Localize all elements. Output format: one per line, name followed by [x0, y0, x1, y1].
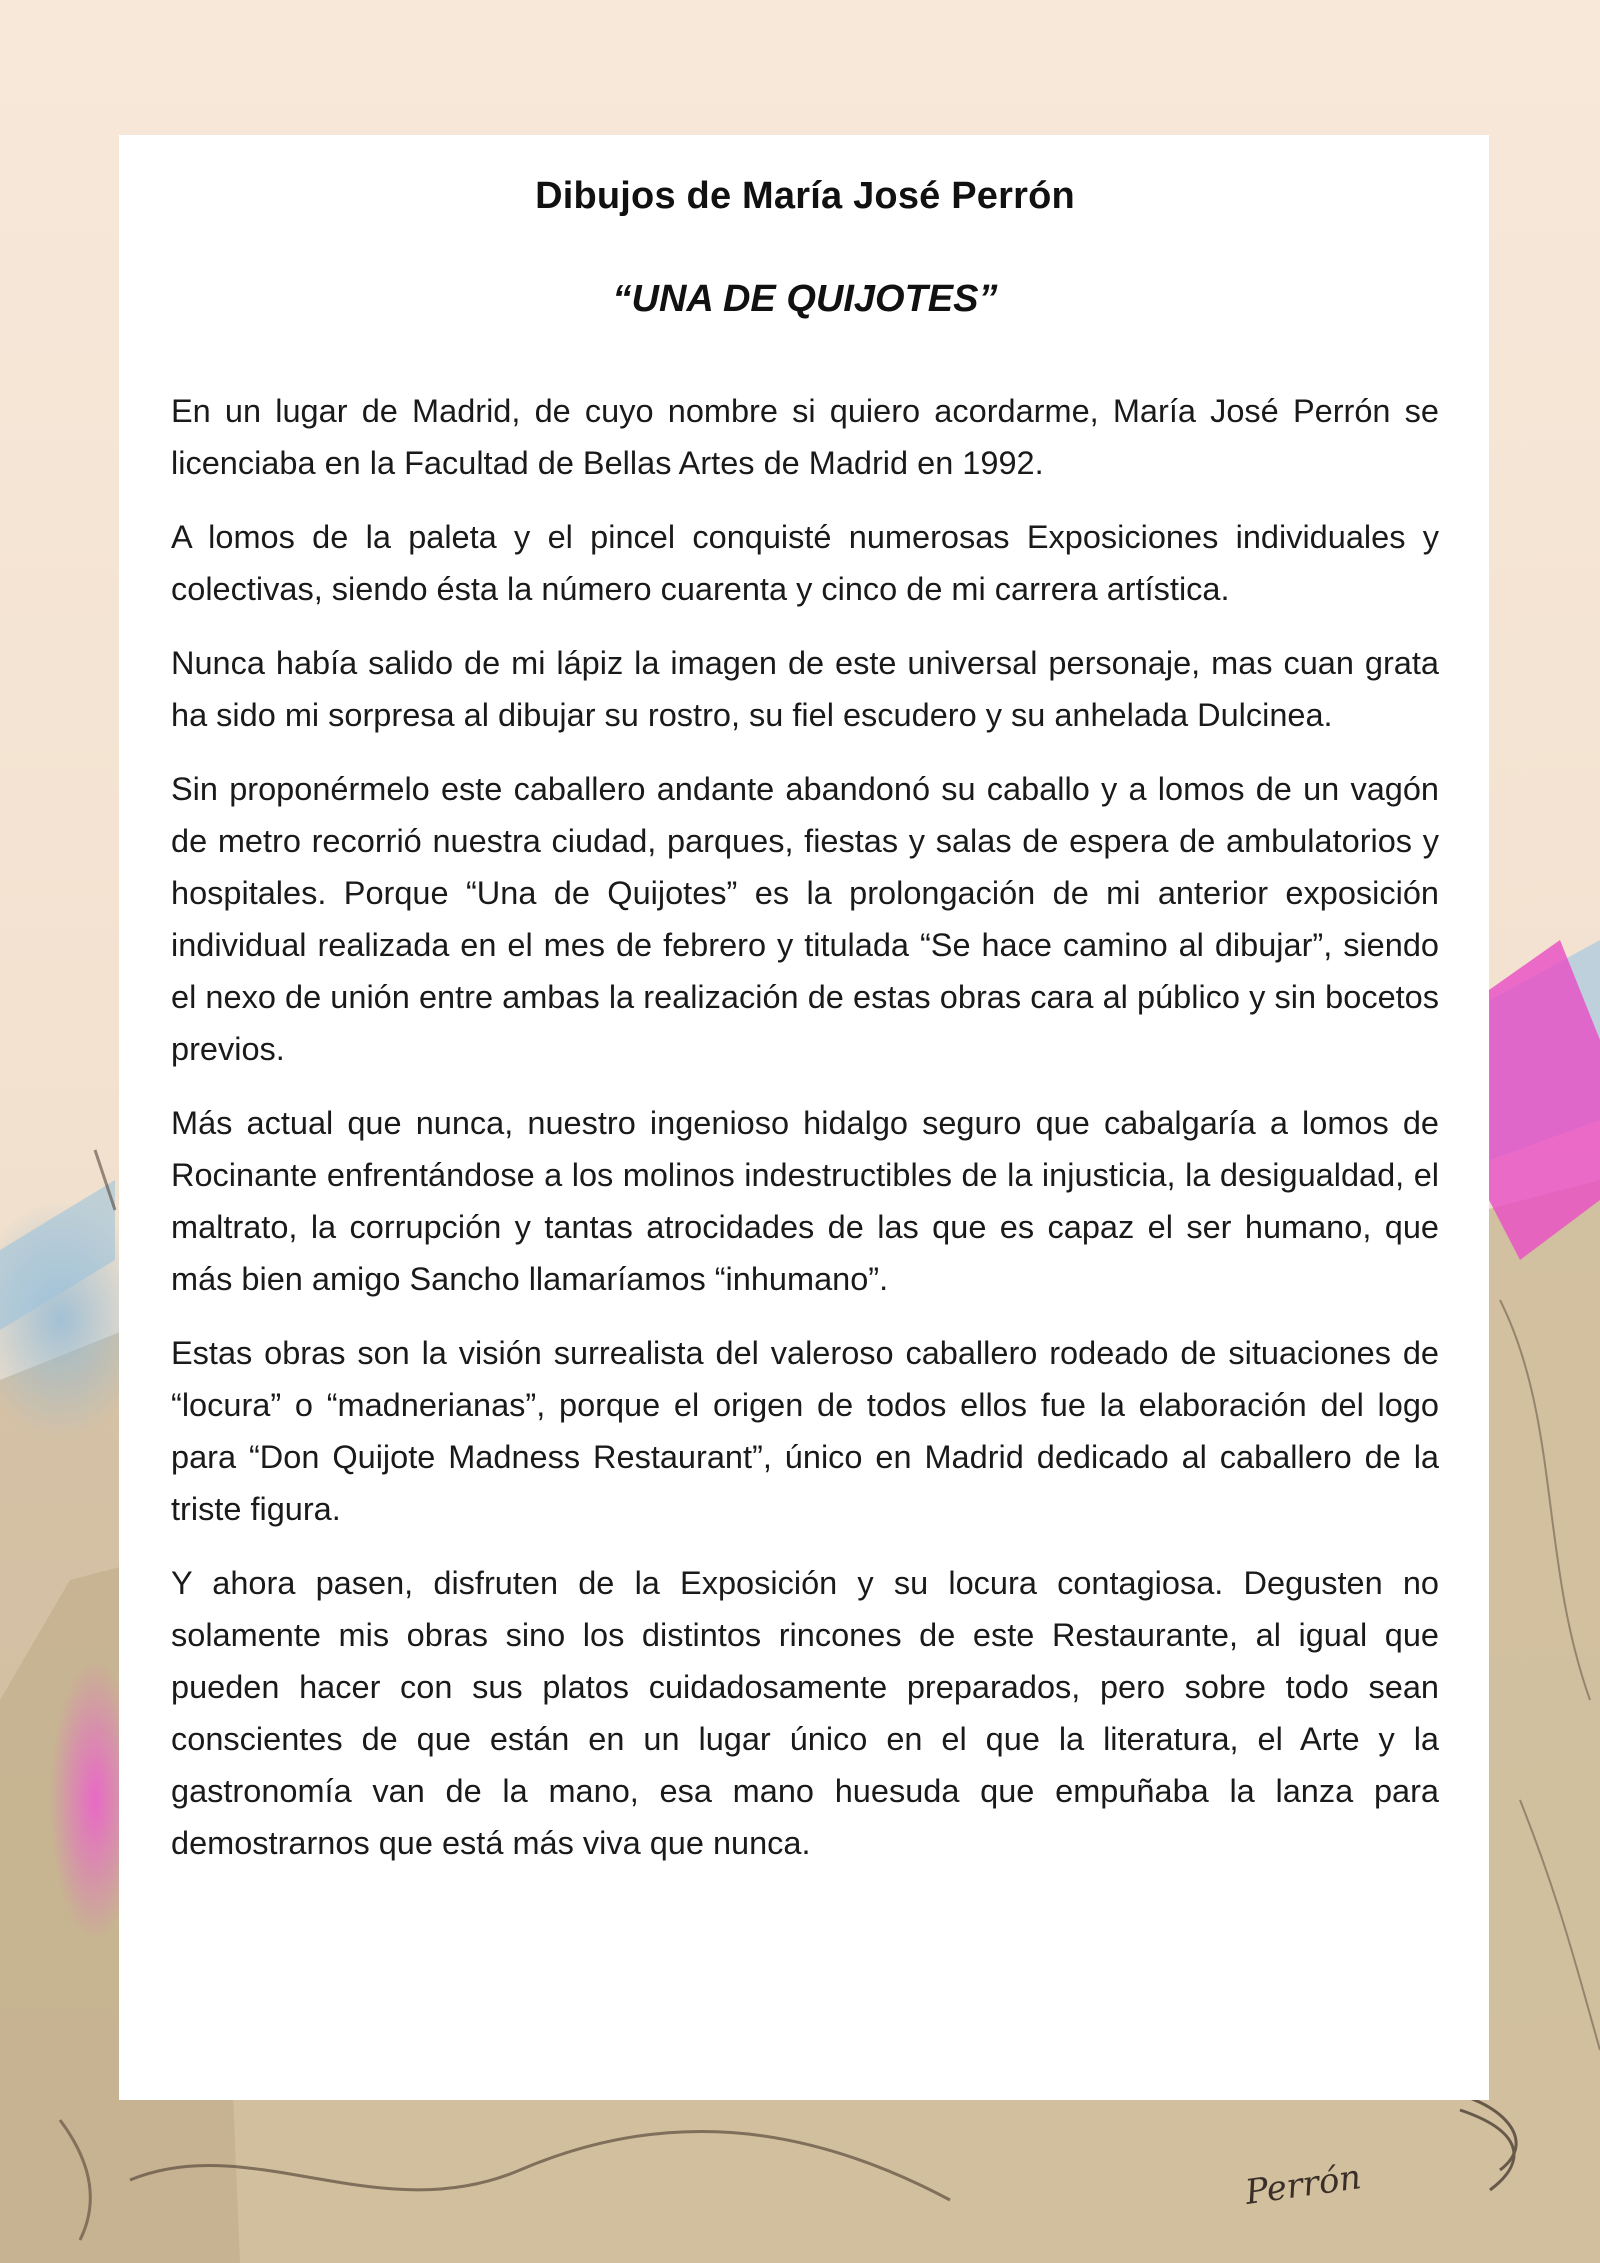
- paragraph-7: Y ahora pasen, disfruten de la Exposición y su locura contagiosa. Degusten no solamente mis obras sino los distintos rincones de este Restaurante, al igual que pueden hacer con sus platos cuidadosamente preparados, pero sobre todo sean conscientes de que están en un lugar único en el que la literatura, el Arte y la gastronomía van de la mano, esa mano huesuda que empuñaba la lanza para demostrarnos que está más viva que nunca.: [171, 1565, 1439, 1861]
- document-subtitle: “UNA DE QUIJOTES”: [612, 278, 998, 320]
- paragraph-3: Nunca había salido de mi lápiz la imagen de este universal personaje, mas cuan grata ha sido mi sorpresa al dibujar su rostro, su fiel escudero y su anhelada Dulcinea.: [171, 645, 1439, 733]
- paragraph-5: Más actual que nunca, nuestro ingenioso hidalgo seguro que cabalgaría a lomos de Rocinante enfrentándose a los molinos indestructibles de la injusticia, la desigualdad, el maltrato, la corrupción y tantas atrocidades de las que es capaz el ser humano, que más bien amigo Sancho llamaríamos “inhumano”.: [171, 1105, 1439, 1297]
- paragraph-1: En un lugar de Madrid, de cuyo nombre si quiero acordarme, María José Perrón se licenciaba en la Facultad de Bellas Artes de Madrid en 1992.: [171, 393, 1439, 481]
- paragraph-4: Sin proponérmelo este caballero andante abandonó su caballo y a lomos de un vagón de metro recorrió nuestra ciudad, parques, fiestas y salas de espera de ambulatorios y hospitales. Porque “Una de Quijotes” es la prolongación de mi anterior exposición individual realizada en el mes de febrero y titulada “Se hace camino al dibujar”, siendo el nexo de unión entre ambas la realización de estas obras cara al público y sin bocetos previos.: [171, 771, 1439, 1067]
- artist-signature: Perrón: [1242, 2157, 1364, 2213]
- document-body: [171, 385, 1439, 1869]
- paragraph-6: Estas obras son la visión surrealista del valeroso caballero rodeado de situaciones de “locura” o “madnerianas”, porque el origen de todos ellos fue la elaboración del logo para “Don Quijote Madness Restaurant”, único en Madrid dedicado al caballero de la triste figura.: [171, 1335, 1439, 1527]
- paragraph-2: A lomos de la paleta y el pincel conquisté numerosas Exposiciones individuales y colectivas, siendo ésta la número cuarenta y cinco de mi carrera artística.: [171, 519, 1439, 607]
- document-title: Dibujos de María José Perrón: [535, 175, 1075, 217]
- text-panel: [119, 135, 1489, 2100]
